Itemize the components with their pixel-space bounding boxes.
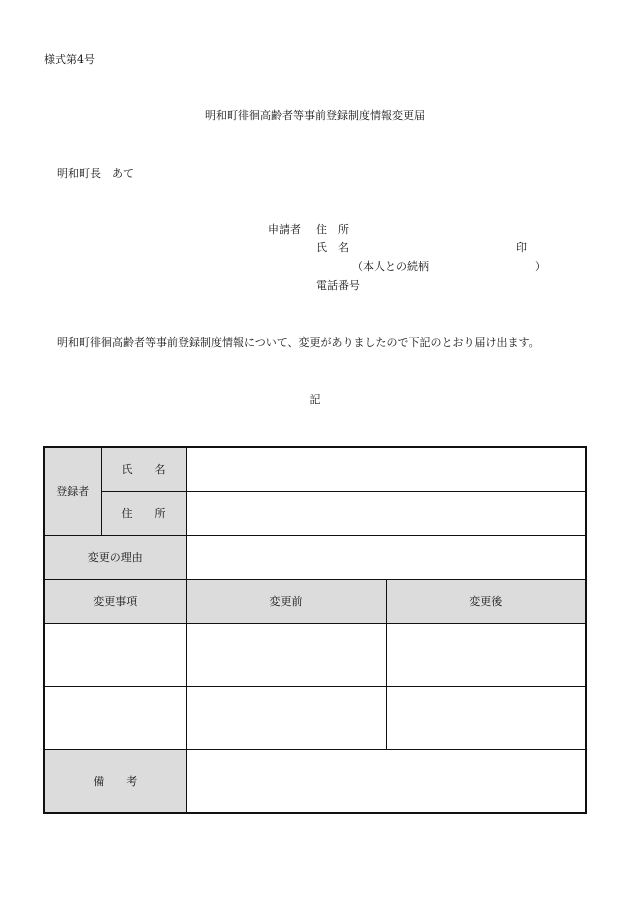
- applicant-label: 申請者: [268, 223, 301, 236]
- remarks-label: 備 考: [44, 749, 186, 813]
- phone-label: 電話番号: [316, 279, 360, 292]
- applicant-address-label: 住 所: [316, 223, 349, 236]
- document-title: 明和町徘徊高齢者等事前登録制度情報変更届: [205, 109, 425, 122]
- form-number: 様式第4号: [44, 53, 95, 66]
- before-value-cell[interactable]: [186, 623, 386, 686]
- registrant-label: 登録者: [44, 447, 101, 535]
- registrant-address-field[interactable]: [186, 491, 586, 535]
- seal-mark: 印: [516, 241, 527, 254]
- column-header-item: 変更事項: [44, 579, 186, 623]
- applicant-name-label: 氏 名: [316, 241, 349, 254]
- change-reason-label: 変更の理由: [44, 535, 186, 579]
- recipient: 明和町長 あて: [57, 167, 134, 180]
- change-reason-field[interactable]: [186, 535, 586, 579]
- change-form-table: [43, 446, 587, 814]
- relation-close-paren: ）: [535, 260, 546, 273]
- statement: 明和町徘徊高齢者等事前登録制度情報について、変更がありましたので下記のとおり届け出ます。: [57, 336, 540, 349]
- ki-heading: 記: [309, 393, 321, 406]
- change-item-cell[interactable]: [44, 623, 186, 686]
- remarks-field[interactable]: [186, 749, 586, 813]
- after-value-cell[interactable]: [386, 686, 586, 749]
- registrant-name-label: 氏 名: [101, 447, 186, 491]
- before-value-cell[interactable]: [186, 686, 386, 749]
- registrant-address-label: 住 所: [101, 491, 186, 535]
- after-value-cell[interactable]: [386, 623, 586, 686]
- relation-label: （本人との続柄: [352, 260, 429, 273]
- column-header-before: 変更前: [186, 579, 386, 623]
- registrant-name-field[interactable]: [186, 447, 586, 491]
- column-header-after: 変更後: [386, 579, 586, 623]
- change-item-cell[interactable]: [44, 686, 186, 749]
